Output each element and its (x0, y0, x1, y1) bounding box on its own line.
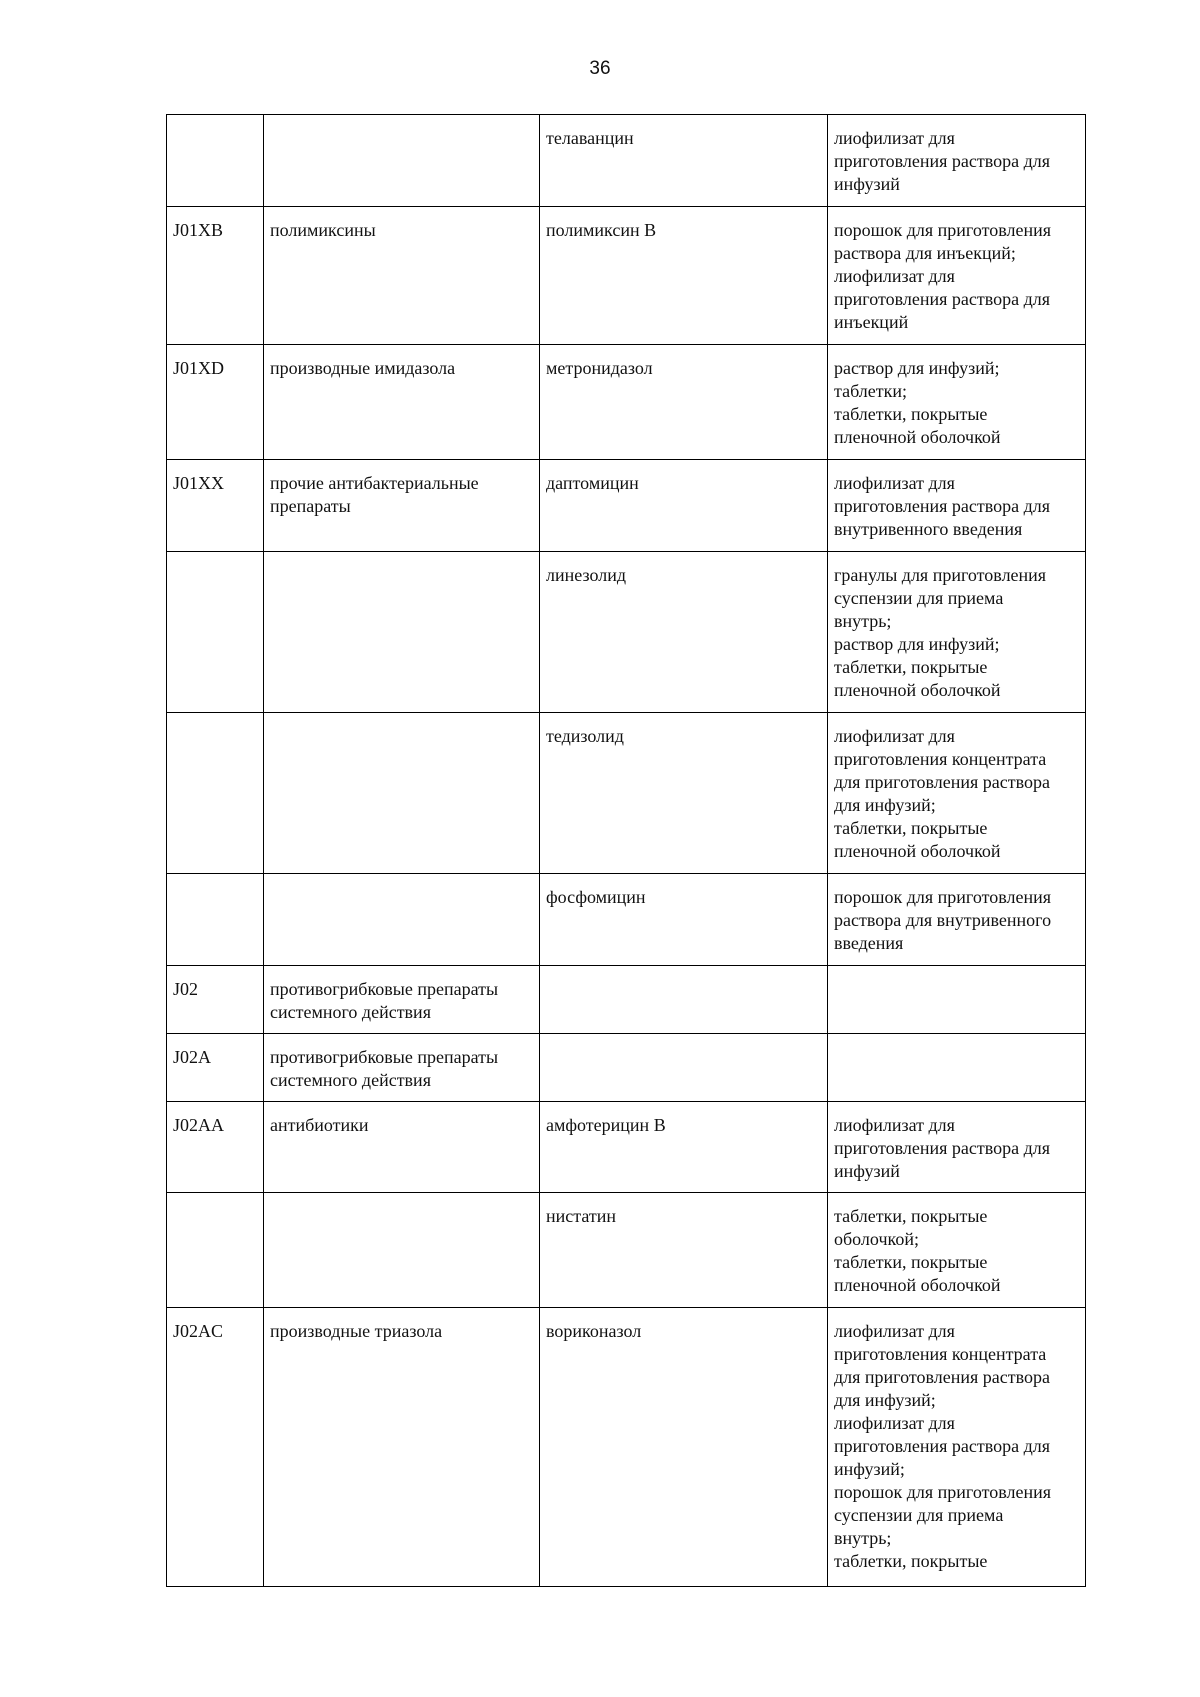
table-row (167, 1102, 1086, 1193)
group-name-cell: полимиксины (264, 207, 540, 345)
table-row (167, 966, 1086, 1034)
drug-table (166, 114, 1086, 1587)
page-number: 36 (589, 58, 611, 79)
dosage-form-cell (828, 966, 1086, 1034)
atc-code-cell (167, 874, 264, 966)
dosage-form-cell: лиофилизат для приготовления концентрата для приготовления раствора для инфузий; лиофилизат для приготовления раствора для инфузий; порошок для приготовления суспензии для приема внутрь; таблетки, покрытые (828, 1308, 1086, 1587)
drug-table-body (167, 115, 1086, 1587)
group-name-cell (264, 713, 540, 874)
drug-name-cell: полимиксин В (540, 207, 828, 345)
atc-code-cell: J02A (167, 1034, 264, 1102)
dosage-form-cell: лиофилизат для приготовления концентрата для приготовления раствора для инфузий; таблетки, покрытые пленочной оболочкой (828, 713, 1086, 874)
table-row (167, 345, 1086, 460)
drug-name-cell: фосфомицин (540, 874, 828, 966)
table-row (167, 1193, 1086, 1308)
table-row (167, 1308, 1086, 1587)
drug-name-cell: метронидазол (540, 345, 828, 460)
dosage-form-cell: гранулы для приготовления суспензии для приема внутрь; раствор для инфузий; таблетки, покрытые пленочной оболочкой (828, 552, 1086, 713)
atc-code-cell: J01XB (167, 207, 264, 345)
atc-code-cell: J02 (167, 966, 264, 1034)
dosage-form-cell (828, 1034, 1086, 1102)
drug-name-cell: нистатин (540, 1193, 828, 1308)
drug-name-cell (540, 966, 828, 1034)
atc-code-cell: J02AA (167, 1102, 264, 1193)
atc-code-cell: J02AC (167, 1308, 264, 1587)
table-row (167, 207, 1086, 345)
table-row (167, 552, 1086, 713)
group-name-cell: противогрибковые препараты системного действия (264, 1034, 540, 1102)
group-name-cell: производные триазола (264, 1308, 540, 1587)
drug-name-cell: даптомицин (540, 460, 828, 552)
group-name-cell (264, 552, 540, 713)
dosage-form-cell: порошок для приготовления раствора для инъекций; лиофилизат для приготовления раствора для инъекций (828, 207, 1086, 345)
drug-name-cell: амфотерицин В (540, 1102, 828, 1193)
group-name-cell: антибиотики (264, 1102, 540, 1193)
group-name-cell (264, 874, 540, 966)
group-name-cell (264, 1193, 540, 1308)
atc-code-cell (167, 115, 264, 207)
group-name-cell: прочие антибактериальные препараты (264, 460, 540, 552)
atc-code-cell: J01XD (167, 345, 264, 460)
table-row (167, 713, 1086, 874)
table-row (167, 1034, 1086, 1102)
dosage-form-cell: порошок для приготовления раствора для внутривенного введения (828, 874, 1086, 966)
dosage-form-cell: лиофилизат для приготовления раствора для инфузий (828, 1102, 1086, 1193)
table-row (167, 874, 1086, 966)
drug-name-cell: линезолид (540, 552, 828, 713)
table-row (167, 460, 1086, 552)
atc-code-cell (167, 713, 264, 874)
group-name-cell: противогрибковые препараты системного действия (264, 966, 540, 1034)
dosage-form-cell: лиофилизат для приготовления раствора для инфузий (828, 115, 1086, 207)
dosage-form-cell: раствор для инфузий; таблетки; таблетки, покрытые пленочной оболочкой (828, 345, 1086, 460)
group-name-cell: производные имидазола (264, 345, 540, 460)
atc-code-cell (167, 1193, 264, 1308)
drug-name-cell: вориконазол (540, 1308, 828, 1587)
drug-name-cell: телаванцин (540, 115, 828, 207)
drug-name-cell (540, 1034, 828, 1102)
atc-code-cell (167, 552, 264, 713)
dosage-form-cell: таблетки, покрытые оболочкой; таблетки, покрытые пленочной оболочкой (828, 1193, 1086, 1308)
dosage-form-cell: лиофилизат для приготовления раствора для внутривенного введения (828, 460, 1086, 552)
atc-code-cell: J01XX (167, 460, 264, 552)
group-name-cell (264, 115, 540, 207)
drug-name-cell: тедизолид (540, 713, 828, 874)
table-row (167, 115, 1086, 207)
